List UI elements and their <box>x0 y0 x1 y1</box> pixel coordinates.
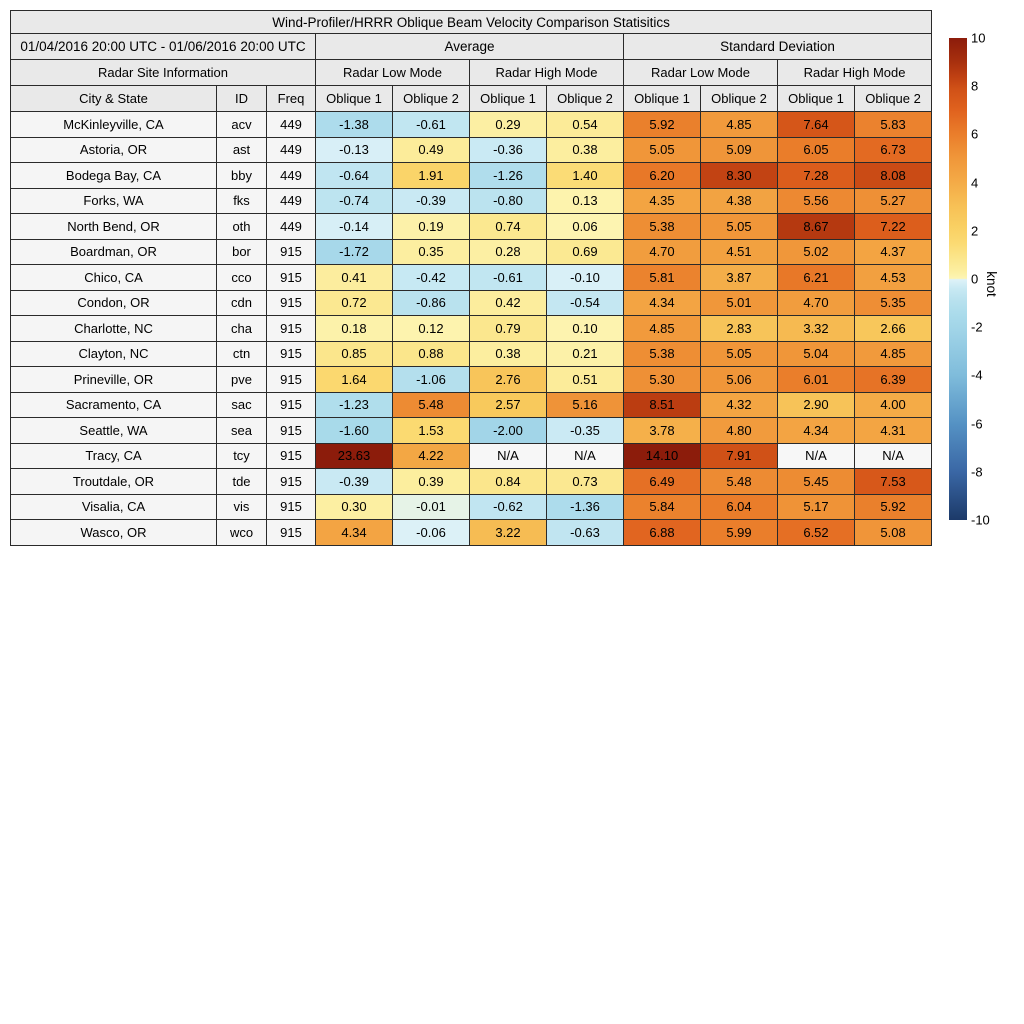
value-cell-na: N/A <box>855 443 932 469</box>
mode-header-row <box>11 60 932 86</box>
value-cell: 6.49 <box>624 469 701 495</box>
value-cell: 2.57 <box>470 392 547 418</box>
value-cell: 6.20 <box>624 163 701 189</box>
value-cell: 4.53 <box>855 265 932 291</box>
value-cell: 0.42 <box>470 290 547 316</box>
value-cell: 4.34 <box>624 290 701 316</box>
value-cell: 5.83 <box>855 112 932 138</box>
city-state-cell: Tracy, CA <box>11 443 217 469</box>
value-cell: 0.18 <box>316 316 393 342</box>
table-row <box>11 418 932 444</box>
value-cell: 0.21 <box>547 341 624 367</box>
value-cell: 5.92 <box>855 494 932 520</box>
value-cell: 6.05 <box>778 137 855 163</box>
site-id-cell: tcy <box>217 443 267 469</box>
freq-cell: 915 <box>267 494 316 520</box>
value-cell: 5.38 <box>624 214 701 240</box>
group-header-row <box>11 34 932 60</box>
value-cell: 0.35 <box>393 239 470 265</box>
freq-cell: 915 <box>267 367 316 393</box>
value-cell: 5.05 <box>701 341 778 367</box>
value-cell: 6.04 <box>701 494 778 520</box>
value-cell: 4.38 <box>701 188 778 214</box>
value-cell: -1.36 <box>547 494 624 520</box>
value-cell: 4.80 <box>701 418 778 444</box>
city-state-cell: North Bend, OR <box>11 214 217 240</box>
value-cell: 5.30 <box>624 367 701 393</box>
value-cell: 0.49 <box>393 137 470 163</box>
site-id-cell: sac <box>217 392 267 418</box>
value-cell: 5.99 <box>701 520 778 546</box>
site-id-cell: wco <box>217 520 267 546</box>
oblique1-header: Oblique 1 <box>316 86 393 112</box>
value-cell: 4.35 <box>624 188 701 214</box>
value-cell: -0.54 <box>547 290 624 316</box>
site-id-cell: cdn <box>217 290 267 316</box>
freq-cell: 449 <box>267 163 316 189</box>
site-id-cell: oth <box>217 214 267 240</box>
value-cell: -0.14 <box>316 214 393 240</box>
table-row <box>11 265 932 291</box>
value-cell: 5.17 <box>778 494 855 520</box>
value-cell: -0.63 <box>547 520 624 546</box>
value-cell: 1.53 <box>393 418 470 444</box>
value-cell: 6.01 <box>778 367 855 393</box>
site-id-cell: vis <box>217 494 267 520</box>
value-cell: 8.30 <box>701 163 778 189</box>
site-id-cell: sea <box>217 418 267 444</box>
value-cell-na: N/A <box>778 443 855 469</box>
value-cell: 4.00 <box>855 392 932 418</box>
value-cell: 0.13 <box>547 188 624 214</box>
value-cell: 0.51 <box>547 367 624 393</box>
city-state-cell: Troutdale, OR <box>11 469 217 495</box>
title-row <box>11 11 932 34</box>
value-cell: 5.84 <box>624 494 701 520</box>
value-cell: 5.56 <box>778 188 855 214</box>
value-cell: 0.19 <box>393 214 470 240</box>
oblique2-header: Oblique 2 <box>701 86 778 112</box>
value-cell: 0.29 <box>470 112 547 138</box>
value-cell: 0.69 <box>547 239 624 265</box>
colorbar-tick-label: 2 <box>971 223 979 239</box>
value-cell: 2.76 <box>470 367 547 393</box>
value-cell: 7.22 <box>855 214 932 240</box>
city-state-cell: McKinleyville, CA <box>11 112 217 138</box>
value-cell: 4.31 <box>855 418 932 444</box>
table-row <box>11 520 932 546</box>
value-cell: 6.88 <box>624 520 701 546</box>
value-cell: -0.80 <box>470 188 547 214</box>
value-cell: -0.39 <box>316 469 393 495</box>
value-cell: 0.12 <box>393 316 470 342</box>
value-cell: -0.64 <box>316 163 393 189</box>
value-cell: 0.39 <box>393 469 470 495</box>
table-row <box>11 290 932 316</box>
city-state-header: City & State <box>11 86 217 112</box>
value-cell: 6.21 <box>778 265 855 291</box>
city-state-cell: Boardman, OR <box>11 239 217 265</box>
value-cell: 6.73 <box>855 137 932 163</box>
table-row <box>11 316 932 342</box>
value-cell: 5.16 <box>547 392 624 418</box>
value-cell: 23.63 <box>316 443 393 469</box>
value-cell: 14.10 <box>624 443 701 469</box>
value-cell: 5.08 <box>855 520 932 546</box>
avg-high-mode-header: Radar High Mode <box>470 60 624 86</box>
table-row <box>11 188 932 214</box>
value-cell: -0.06 <box>393 520 470 546</box>
value-cell: -1.60 <box>316 418 393 444</box>
value-cell: 5.04 <box>778 341 855 367</box>
freq-cell: 915 <box>267 392 316 418</box>
value-cell: -0.42 <box>393 265 470 291</box>
value-cell: 2.66 <box>855 316 932 342</box>
table-row <box>11 163 932 189</box>
city-state-cell: Visalia, CA <box>11 494 217 520</box>
value-cell: 5.01 <box>701 290 778 316</box>
value-cell: 0.38 <box>547 137 624 163</box>
value-cell: 0.28 <box>470 239 547 265</box>
stats-table <box>10 10 932 546</box>
city-state-cell: Wasco, OR <box>11 520 217 546</box>
value-cell: -1.23 <box>316 392 393 418</box>
value-cell: -1.72 <box>316 239 393 265</box>
city-state-cell: Chico, CA <box>11 265 217 291</box>
value-cell: 4.51 <box>701 239 778 265</box>
city-state-cell: Prineville, OR <box>11 367 217 393</box>
value-cell: 1.64 <box>316 367 393 393</box>
std-high-mode-header: Radar High Mode <box>778 60 932 86</box>
value-cell: 5.48 <box>393 392 470 418</box>
value-cell: 3.87 <box>701 265 778 291</box>
value-cell: 5.27 <box>855 188 932 214</box>
std-low-mode-header: Radar Low Mode <box>624 60 778 86</box>
table-row <box>11 443 932 469</box>
city-state-cell: Condon, OR <box>11 290 217 316</box>
value-cell: 5.02 <box>778 239 855 265</box>
avg-low-mode-header: Radar Low Mode <box>316 60 470 86</box>
value-cell: 5.35 <box>855 290 932 316</box>
value-cell: 3.22 <box>470 520 547 546</box>
colorbar-tick-label: 0 <box>971 271 979 287</box>
table-row <box>11 137 932 163</box>
colorbar-tick-label: -6 <box>971 416 983 432</box>
value-cell: -0.74 <box>316 188 393 214</box>
value-cell: 4.70 <box>624 239 701 265</box>
freq-cell: 915 <box>267 469 316 495</box>
value-cell: 0.88 <box>393 341 470 367</box>
value-cell: 4.85 <box>624 316 701 342</box>
freq-cell: 449 <box>267 137 316 163</box>
freq-cell: 915 <box>267 418 316 444</box>
oblique1-header: Oblique 1 <box>624 86 701 112</box>
freq-cell: 915 <box>267 290 316 316</box>
colorbar-tick-label: 8 <box>971 78 979 94</box>
value-cell: 0.73 <box>547 469 624 495</box>
value-cell: 8.51 <box>624 392 701 418</box>
site-id-cell: tde <box>217 469 267 495</box>
column-header-row <box>11 86 932 112</box>
value-cell: 0.38 <box>470 341 547 367</box>
value-cell: 5.06 <box>701 367 778 393</box>
city-state-cell: Charlotte, NC <box>11 316 217 342</box>
value-cell: 7.91 <box>701 443 778 469</box>
value-cell: -1.26 <box>470 163 547 189</box>
colorbar-tick-label: -8 <box>971 464 983 480</box>
value-cell: 5.45 <box>778 469 855 495</box>
value-cell: 5.92 <box>624 112 701 138</box>
value-cell: -0.01 <box>393 494 470 520</box>
value-cell-na: N/A <box>547 443 624 469</box>
site-id-cell: ctn <box>217 341 267 367</box>
value-cell: 0.10 <box>547 316 624 342</box>
value-cell: 4.85 <box>855 341 932 367</box>
group-average: Average <box>316 34 624 60</box>
colorbar-tick-label: -2 <box>971 319 983 335</box>
value-cell: -1.06 <box>393 367 470 393</box>
freq-cell: 915 <box>267 520 316 546</box>
city-state-cell: Clayton, NC <box>11 341 217 367</box>
value-cell: 0.85 <box>316 341 393 367</box>
value-cell: 4.85 <box>701 112 778 138</box>
group-standard-deviation: Standard Deviation <box>624 34 932 60</box>
oblique2-header: Oblique 2 <box>855 86 932 112</box>
value-cell: 4.34 <box>778 418 855 444</box>
value-cell: -0.36 <box>470 137 547 163</box>
stats-table-container <box>10 10 931 546</box>
value-cell: 5.38 <box>624 341 701 367</box>
value-cell: 5.05 <box>701 214 778 240</box>
site-id-cell: cha <box>217 316 267 342</box>
id-header: ID <box>217 86 267 112</box>
table-row <box>11 367 932 393</box>
value-cell: 0.06 <box>547 214 624 240</box>
freq-cell: 915 <box>267 265 316 291</box>
value-cell: 0.54 <box>547 112 624 138</box>
freq-cell: 449 <box>267 112 316 138</box>
value-cell: -0.39 <box>393 188 470 214</box>
freq-cell: 449 <box>267 214 316 240</box>
colorbar-tick-label: -10 <box>971 512 990 528</box>
oblique2-header: Oblique 2 <box>393 86 470 112</box>
table-row <box>11 112 932 138</box>
city-state-cell: Sacramento, CA <box>11 392 217 418</box>
value-cell: 6.52 <box>778 520 855 546</box>
city-state-cell: Bodega Bay, CA <box>11 163 217 189</box>
freq-cell: 915 <box>267 239 316 265</box>
freq-cell: 915 <box>267 316 316 342</box>
value-cell: 0.79 <box>470 316 547 342</box>
oblique1-header: Oblique 1 <box>470 86 547 112</box>
value-cell: 4.37 <box>855 239 932 265</box>
radar-site-information-header: Radar Site Information <box>11 60 316 86</box>
value-cell: -0.13 <box>316 137 393 163</box>
value-cell: 6.39 <box>855 367 932 393</box>
value-cell-na: N/A <box>470 443 547 469</box>
value-cell: 2.90 <box>778 392 855 418</box>
value-cell: 0.41 <box>316 265 393 291</box>
value-cell: -0.61 <box>470 265 547 291</box>
colorbar-tick-label: 6 <box>971 126 979 142</box>
value-cell: 2.83 <box>701 316 778 342</box>
value-cell: 7.28 <box>778 163 855 189</box>
value-cell: 0.30 <box>316 494 393 520</box>
oblique1-header: Oblique 1 <box>778 86 855 112</box>
value-cell: 3.32 <box>778 316 855 342</box>
city-state-cell: Forks, WA <box>11 188 217 214</box>
table-row <box>11 214 932 240</box>
value-cell: -0.61 <box>393 112 470 138</box>
freq-cell: 449 <box>267 188 316 214</box>
value-cell: 4.32 <box>701 392 778 418</box>
table-body <box>11 112 932 546</box>
value-cell: 7.53 <box>855 469 932 495</box>
value-cell: 5.48 <box>701 469 778 495</box>
value-cell: 4.70 <box>778 290 855 316</box>
table-row <box>11 494 932 520</box>
value-cell: -0.62 <box>470 494 547 520</box>
site-id-cell: pve <box>217 367 267 393</box>
value-cell: 5.81 <box>624 265 701 291</box>
city-state-cell: Seattle, WA <box>11 418 217 444</box>
value-cell: 0.84 <box>470 469 547 495</box>
site-id-cell: bby <box>217 163 267 189</box>
value-cell: 3.78 <box>624 418 701 444</box>
value-cell: 5.05 <box>624 137 701 163</box>
city-state-cell: Astoria, OR <box>11 137 217 163</box>
value-cell: 7.64 <box>778 112 855 138</box>
table-row <box>11 392 932 418</box>
value-cell: 0.72 <box>316 290 393 316</box>
value-cell: 1.91 <box>393 163 470 189</box>
site-id-cell: bor <box>217 239 267 265</box>
site-id-cell: acv <box>217 112 267 138</box>
value-cell: 0.74 <box>470 214 547 240</box>
freq-cell: 915 <box>267 443 316 469</box>
date-range: 01/04/2016 20:00 UTC - 01/06/2016 20:00 UTC <box>11 34 316 60</box>
colorbar-tick-label: -4 <box>971 367 983 383</box>
freq-header: Freq <box>267 86 316 112</box>
value-cell: -0.10 <box>547 265 624 291</box>
freq-cell: 915 <box>267 341 316 367</box>
table-row <box>11 341 932 367</box>
value-cell: -1.38 <box>316 112 393 138</box>
value-cell: 5.09 <box>701 137 778 163</box>
value-cell: 1.40 <box>547 163 624 189</box>
colorbar-unit-label: knot <box>984 271 999 297</box>
site-id-cell: fks <box>217 188 267 214</box>
colorbar-tick-label: 4 <box>971 175 979 191</box>
site-id-cell: cco <box>217 265 267 291</box>
value-cell: -2.00 <box>470 418 547 444</box>
value-cell: 4.34 <box>316 520 393 546</box>
value-cell: -0.86 <box>393 290 470 316</box>
site-id-cell: ast <box>217 137 267 163</box>
colorbar <box>949 38 967 520</box>
table-row <box>11 469 932 495</box>
value-cell: 4.22 <box>393 443 470 469</box>
chart-title: Wind-Profiler/HRRR Oblique Beam Velocity Comparison Statisitics <box>11 11 932 34</box>
value-cell: -0.35 <box>547 418 624 444</box>
value-cell: 8.08 <box>855 163 932 189</box>
oblique2-header: Oblique 2 <box>547 86 624 112</box>
value-cell: 8.67 <box>778 214 855 240</box>
colorbar-tick-label: 10 <box>971 30 986 46</box>
table-row <box>11 239 932 265</box>
